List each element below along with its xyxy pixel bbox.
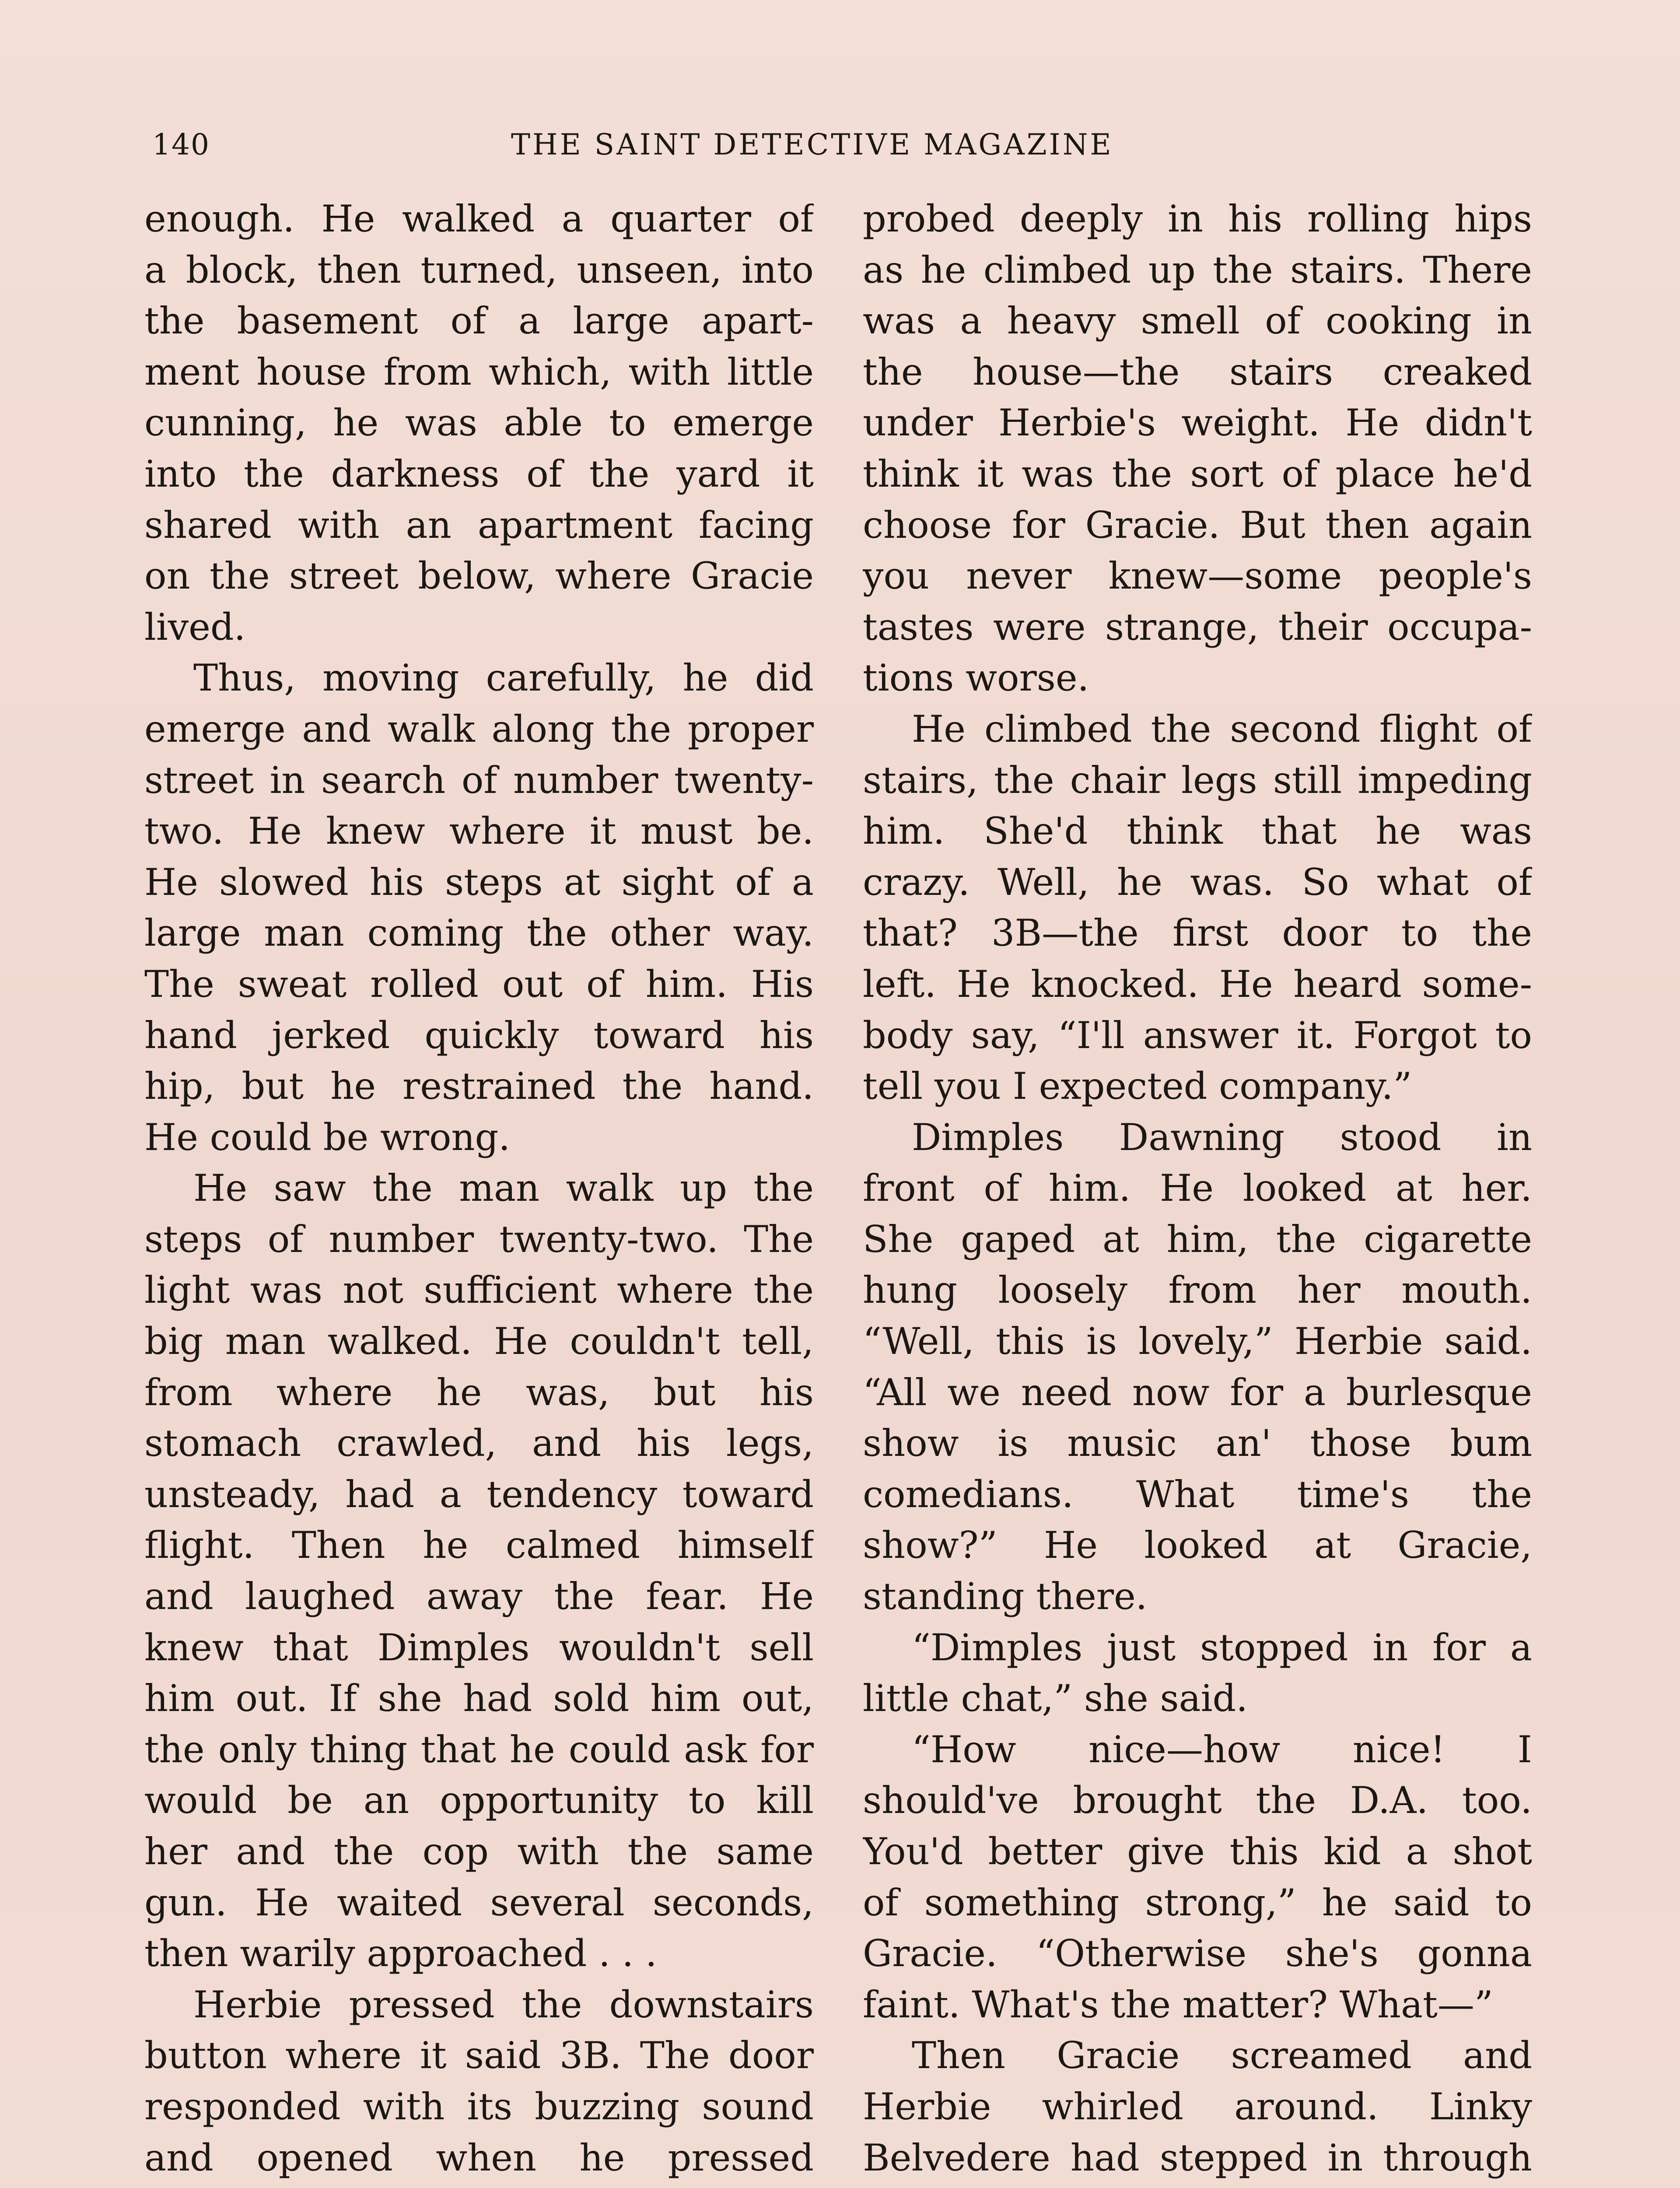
text-line: Herbie pressed the downstairs — [193, 1983, 814, 2026]
text-line: you never knew—some people's — [863, 554, 1532, 598]
text-line: emerge and walk along the proper — [144, 707, 814, 750]
text-line: ment house from which, with little — [144, 350, 814, 393]
text-line: the only thing that he could ask for — [144, 1728, 814, 1771]
text-line: “How nice—how nice! I — [912, 1728, 1532, 1771]
text-line: knew that Dimples wouldn't sell — [144, 1626, 814, 1669]
text-line: enough. He walked a quarter of — [144, 197, 814, 240]
text-line: stairs, the chair legs still impeding — [863, 758, 1532, 802]
text-line: “Well, this is lovely,” Herbie said. — [863, 1320, 1532, 1363]
text-line: hand jerked quickly toward his — [144, 1013, 814, 1057]
text-line: She gaped at him, the cigarette — [863, 1217, 1532, 1261]
text-line: large man coming the other way. — [144, 912, 814, 955]
text-line: gun. He waited several seconds, — [144, 1881, 814, 1924]
text-line: the house—the stairs creaked — [863, 350, 1532, 393]
text-line: front of him. He looked at her. — [863, 1167, 1532, 1210]
text-line: responded with its buzzing sound — [144, 2085, 814, 2128]
text-line: Dimples Dawning stood in — [912, 1115, 1532, 1159]
text-line: tastes were strange, their occupa- — [863, 605, 1532, 649]
text-line: standing there. — [863, 1575, 1148, 1618]
running-title: THE SAINT DETECTIVE MAGAZINE — [511, 128, 1113, 161]
text-line: Herbie whirled around. Linky — [863, 2085, 1532, 2128]
text-line: stomach crawled, and his legs, — [144, 1422, 814, 1465]
text-line: her and the cop with the same — [144, 1830, 814, 1873]
text-line: lived. — [144, 605, 246, 649]
text-line: would be an opportunity to kill — [144, 1779, 814, 1822]
text-line: under Herbie's weight. He didn't — [863, 401, 1532, 445]
text-line: big man walked. He couldn't tell, — [144, 1320, 814, 1363]
text-line: He saw the man walk up the — [193, 1167, 814, 1210]
text-line: then warily approached . . . — [144, 1932, 657, 1975]
text-line: body say, “I'll answer it. Forgot to — [863, 1013, 1532, 1057]
text-line: street in search of number twenty- — [144, 758, 814, 802]
text-line: cunning, he was able to emerge — [144, 401, 814, 445]
text-line: button where it said 3B. The door — [144, 2034, 814, 2077]
text-line: unsteady, had a tendency toward — [144, 1473, 814, 1516]
text-line: into the darkness of the yard it — [144, 452, 814, 495]
text-line: think it was the sort of place he'd — [863, 452, 1532, 495]
text-line: “All we need now for a burlesque — [863, 1371, 1532, 1414]
text-line: and opened when he pressed — [144, 2136, 814, 2179]
text-line: should've brought the D.A. too. — [863, 1779, 1532, 1822]
text-line: tions worse. — [863, 656, 1089, 700]
text-line: two. He knew where it must be. — [144, 810, 814, 853]
text-line: “Dimples just stopped in for a — [912, 1626, 1532, 1669]
page-header — [152, 128, 1535, 176]
text-line: probed deeply in his rolling hips — [863, 197, 1532, 240]
text-line: Thus, moving carefully, he did — [193, 656, 814, 700]
text-line: hung loosely from her mouth. — [863, 1269, 1532, 1312]
text-line: tell you I expected company.” — [863, 1065, 1412, 1108]
text-line: show?” He looked at Gracie, — [863, 1524, 1532, 1567]
text-line: Belvedere had stepped in through — [863, 2136, 1532, 2179]
text-line: flight. Then he calmed himself — [144, 1524, 814, 1567]
text-line: faint. What's the matter? What—” — [863, 1983, 1493, 2026]
text-line: was a heavy smell of cooking in — [863, 299, 1532, 343]
text-line: Gracie. “Otherwise she's gonna — [863, 1932, 1532, 1975]
text-line — [144, 2183, 814, 2188]
text-line: as he climbed up the stairs. There — [863, 248, 1532, 291]
text-line: show is music an' those bum — [863, 1422, 1532, 1465]
text-line: hip, but he restrained the hand. — [144, 1065, 814, 1108]
text-line: a block, then turned, unseen, into — [144, 248, 814, 291]
text-line: steps of number twenty-two. The — [144, 1217, 814, 1261]
text-line: left. He knocked. He heard some- — [863, 962, 1532, 1006]
right-text-column — [863, 193, 1532, 2188]
text-line: that? 3B—the first door to the — [863, 912, 1532, 955]
text-line: the basement of a large apart- — [144, 299, 814, 343]
text-line: him out. If she had sold him out, — [144, 1677, 814, 1720]
text-line: him. She'd think that he was — [863, 810, 1532, 853]
text-line — [863, 2183, 1532, 2188]
text-line: on the street below, where Gracie — [144, 554, 814, 598]
text-line: little chat,” she said. — [863, 1677, 1248, 1720]
text-line: of something strong,” he said to — [863, 1881, 1532, 1924]
text-line: choose for Gracie. But then again — [863, 503, 1532, 547]
text-line: He slowed his steps at sight of a — [144, 860, 814, 904]
text-line: from where he was, but his — [144, 1371, 814, 1414]
text-line: comedians. What time's the — [863, 1473, 1532, 1516]
text-line: and laughed away the fear. He — [144, 1575, 814, 1618]
left-text-column — [144, 193, 814, 2188]
text-line: You'd better give this kid a shot — [863, 1830, 1532, 1873]
text-line: He climbed the second flight of — [912, 707, 1532, 750]
text-line: shared with an apartment facing — [144, 503, 814, 547]
text-line: The sweat rolled out of him. His — [144, 962, 814, 1006]
text-line: He could be wrong. — [144, 1115, 511, 1159]
text-line: crazy. Well, he was. So what of — [863, 860, 1532, 904]
page-number: 140 — [152, 128, 210, 161]
text-line: Then Gracie screamed and — [912, 2034, 1532, 2077]
text-line: light was not sufficient where the — [144, 1269, 814, 1312]
